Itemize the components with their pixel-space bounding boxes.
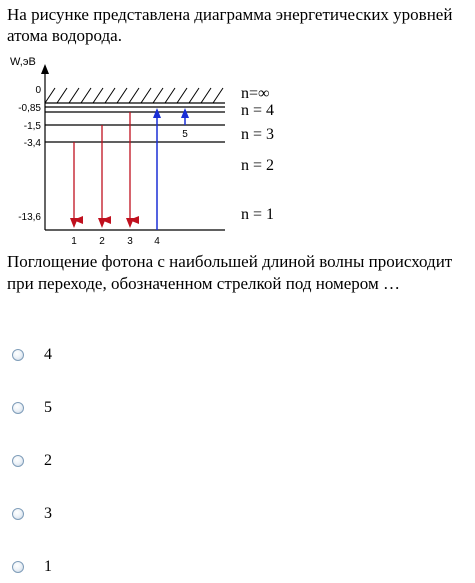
- energy-label: -3,4: [23, 138, 41, 149]
- radio-button[interactable]: [12, 402, 24, 414]
- intro-text: На рисунке представлена диаграмма энергетических уровней атома водорода.: [7, 5, 453, 45]
- arrow-label-4: 4: [154, 236, 160, 247]
- level-label-n3: n = 3: [241, 126, 275, 143]
- radio-button[interactable]: [12, 455, 24, 467]
- arrow-5-head: [181, 108, 189, 118]
- energy-label: -13,6: [18, 212, 41, 223]
- option-label: 5: [44, 399, 52, 416]
- arrow-label-5: 5: [182, 129, 188, 140]
- radio-button[interactable]: [12, 349, 24, 361]
- level-label-n1: n = 1: [241, 206, 275, 223]
- arrow-label-1: 1: [71, 236, 77, 247]
- answer-option-3[interactable]: [12, 503, 52, 525]
- energy-level-diagram: [0, 48, 300, 248]
- option-label: 2: [44, 452, 52, 469]
- arrow-2-head: [98, 218, 106, 228]
- arrow-label-2: 2: [99, 236, 105, 247]
- continuum-hatching: [45, 88, 223, 103]
- energy-label: -0,85: [18, 103, 41, 114]
- y-axis-arrowhead: [41, 64, 49, 74]
- option-label: 1: [44, 558, 52, 575]
- level-label-n4: n = 4: [241, 102, 275, 119]
- answer-option-2[interactable]: [12, 450, 52, 472]
- radio-button[interactable]: [12, 508, 24, 520]
- energy-label: -1,5: [23, 121, 41, 132]
- option-label: 3: [44, 505, 52, 522]
- level-label-infinity: n=∞: [241, 85, 270, 102]
- answer-option-1[interactable]: [12, 556, 52, 578]
- answer-option-5[interactable]: [12, 397, 52, 419]
- arrow-3-head: [126, 218, 134, 228]
- arrow-4-head: [153, 108, 161, 118]
- question-text: Поглощение фотона с наибольшей длиной волны происходит при переходе, обозначенном стрелкой под номером …: [7, 252, 453, 293]
- arrow-1-head: [70, 218, 78, 228]
- level-label-n2: n = 2: [241, 157, 275, 174]
- energy-label: 0: [35, 85, 41, 96]
- answer-option-4[interactable]: [12, 344, 52, 366]
- y-axis-label: W,эВ: [10, 56, 36, 68]
- arrow-label-3: 3: [127, 236, 133, 247]
- radio-button[interactable]: [12, 561, 24, 573]
- option-label: 4: [44, 346, 52, 363]
